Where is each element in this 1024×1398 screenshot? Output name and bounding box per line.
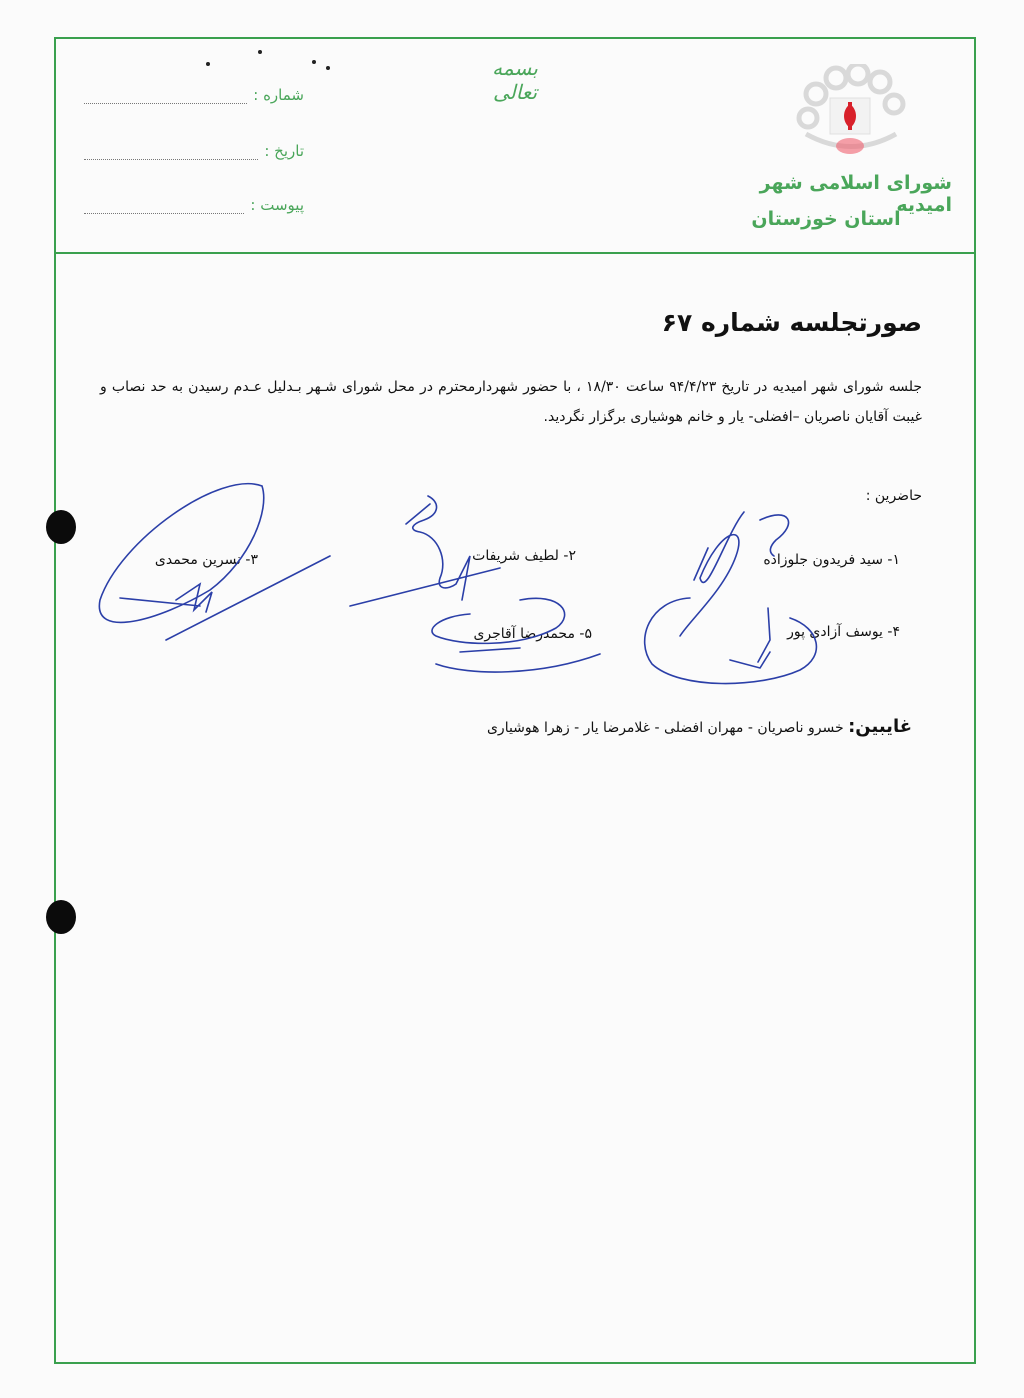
- attachment-label: پیوست :: [250, 196, 304, 214]
- council-emblem-icon: [796, 64, 906, 164]
- scan-speck: [258, 50, 262, 54]
- council-name: شورای اسلامی شهر امیدیه: [759, 172, 952, 216]
- province-name: استان خوزستان: [751, 208, 901, 230]
- date-field: [84, 134, 304, 160]
- attachment-field: [84, 188, 304, 214]
- attendee-1: ۱- سید فریدون جلوزاده: [763, 552, 900, 568]
- attendee-3: ۳- نسرین محمدی: [154, 552, 258, 568]
- date-dotted-line: [84, 141, 258, 160]
- bismillah-calligraphy: بسمه تعالی: [492, 56, 538, 104]
- scan-speck: [312, 60, 316, 64]
- number-label: شماره :: [253, 86, 304, 104]
- header-divider-line: [54, 252, 976, 254]
- attendee-2: ۲- لطیف شریفات: [472, 548, 576, 564]
- absent-names: خسرو ناصریان - مهران افضلی - غلامرضا یار - زهرا هوشیاری: [486, 720, 849, 736]
- punch-hole-top: [46, 510, 76, 544]
- date-label: تاریخ :: [264, 142, 304, 160]
- number-dotted-line: [84, 85, 247, 104]
- punch-hole-bottom: [46, 900, 76, 934]
- number-field: [84, 78, 304, 104]
- absent-line: [400, 716, 912, 737]
- scan-speck: [206, 62, 210, 66]
- attendee-4: ۴- یوسف آزادی پور: [787, 624, 900, 640]
- absent-label: غایبین:: [848, 716, 912, 737]
- minutes-body-text: جلسه شورای شهر امیدیه در تاریخ ۹۴/۴/۲۳ ساعت ۱۸/۳۰ ، با حضور شهردارمحترم در محل شورای شـهر بـدلیل عـدم رسیدن به حد نصاب و غیبت آقایان ناصریان –افضلی- یار و خانم هوشیاری برگزار نگردید.: [100, 379, 923, 425]
- attendee-5: ۵- محمدرضا آقاجری: [473, 626, 592, 642]
- attachment-dotted-line: [84, 195, 244, 214]
- present-label: حاضرین :: [865, 488, 922, 504]
- scan-speck: [326, 66, 330, 70]
- page-border-frame: [54, 37, 976, 1364]
- document-title: صورتجلسه شماره ۶۷: [661, 308, 922, 337]
